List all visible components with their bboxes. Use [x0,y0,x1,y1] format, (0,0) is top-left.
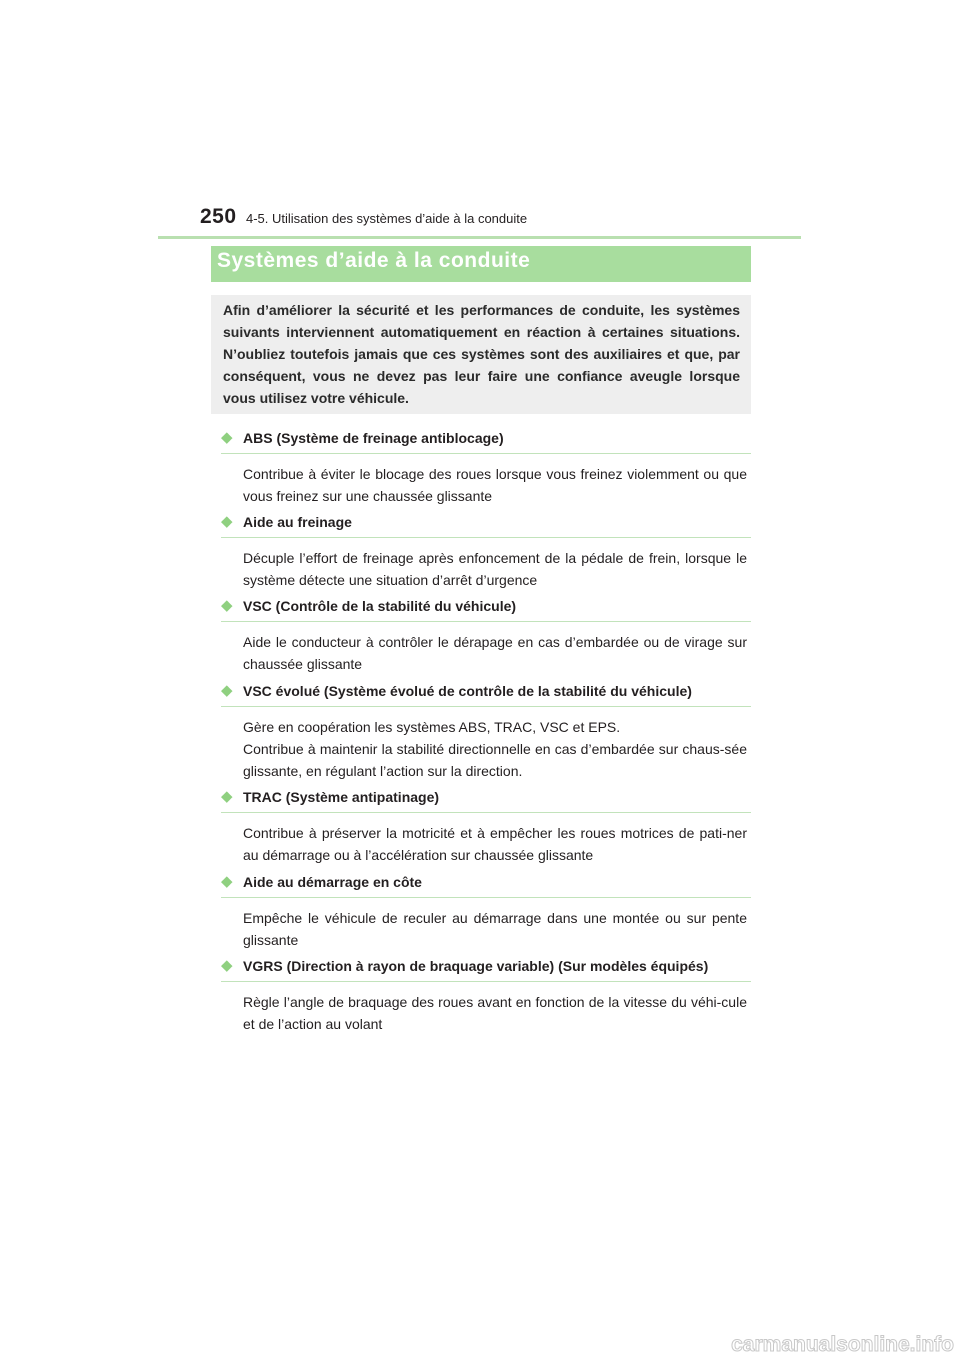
section-reference: 4-5. Utilisation des systèmes d’aide à la conduite [246,211,528,226]
diamond-icon: ◆ [221,597,233,614]
section-title: Systèmes d’aide à la conduite [217,249,531,272]
diamond-icon: ◆ [221,513,233,530]
intro-box [211,295,751,414]
diamond-icon: ◆ [221,957,233,974]
item-title: VSC (Contrôle de la stabilité du véhicule) [243,598,517,614]
system-item-trac [221,788,751,866]
item-title: TRAC (Système antipatinage) [243,789,440,805]
intro-text: Afin d’améliorer la sécurité et les performances de conduite, les systèmes suivants interviennent automatiquement en réaction à certaines situations. N’oubliez toutefois jamais que ces systèmes sont des auxiliaires et que, par conséquent, vous ne devez pas leur faire une confiance aveugle lorsque vous utilisez votre véhicule. [223,302,740,406]
item-description: Règle l’angle de braquage des roues avant en fonction de la vitesse du véhi-cule et de l’action au volant [243,994,747,1032]
item-heading [221,957,751,982]
watermark-text: carmanualsonline.info [731,1333,954,1356]
item-description: Contribue à préserver la motricité et à empêcher les roues motrices de pati-ner au démarrage ou à l’accélération sur chaussée glissante [243,825,747,863]
page-number: 250 [200,205,237,228]
section-title-bar [211,246,751,282]
item-title: Aide au freinage [243,514,352,530]
item-description: Décuple l’effort de freinage après enfoncement de la pédale de frein, lorsque le système détecte une situation d’arrêt d’urgence [243,550,747,588]
system-item-hill-start-assist [221,873,751,951]
item-title: VSC évolué (Système évolué de contrôle de la stabilité du véhicule) [243,683,692,699]
item-title: ABS (Système de freinage antiblocage) [243,430,504,446]
system-item-vgrs [221,957,751,1035]
item-heading [221,597,751,622]
system-item-abs [221,429,751,507]
item-heading [221,873,751,898]
item-heading [221,429,751,454]
watermark [588,1332,958,1356]
page-header [158,202,801,239]
item-description: Gère en coopération les systèmes ABS, TRAC, VSC et EPS. [243,719,621,735]
diamond-icon: ◆ [221,429,233,446]
item-description: Aide le conducteur à contrôler le dérapage en cas d’embardée ou de virage sur chaussée glissante [243,634,747,672]
item-heading [221,513,751,538]
diamond-icon: ◆ [221,873,233,890]
item-description: Empêche le véhicule de reculer au démarrage dans une montée ou sur pente glissante [243,910,747,948]
system-item-vsc [221,597,751,675]
item-description: Contribue à éviter le blocage des roues lorsque vous freinez violemment ou que vous freinez sur une chaussée glissante [243,466,747,504]
diamond-icon: ◆ [221,788,233,805]
diamond-icon: ◆ [221,682,233,699]
item-heading [221,788,751,813]
item-description: Contribue à maintenir la stabilité directionnelle en cas d’embardée sur chaus-sée glissante, en régulant l’action sur la direction. [243,741,747,779]
item-title: Aide au démarrage en côte [243,874,422,890]
item-heading [221,682,751,707]
item-title: VGRS (Direction à rayon de braquage variable) (Sur modèles équipés) [243,958,709,974]
system-item-brake-assist [221,513,751,591]
system-item-vsc-plus [221,682,751,782]
